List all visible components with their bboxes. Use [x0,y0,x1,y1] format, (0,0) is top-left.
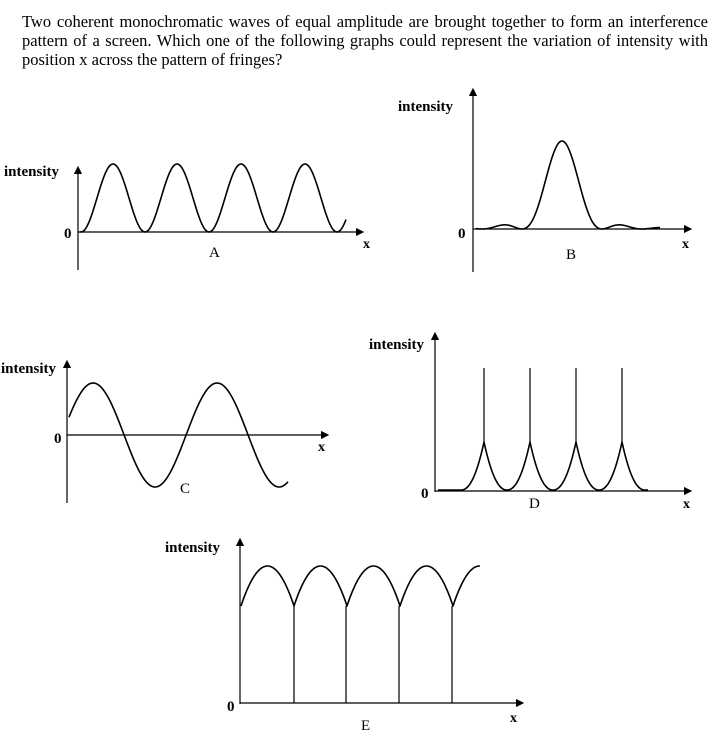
graph-e-ylabel: intensity [165,540,221,556]
graph-e-xlabel: x [510,711,517,726]
graph-b-ylabel: intensity [398,99,454,115]
graph-c-xlabel: x [318,440,325,455]
graph-d-zero: 0 [421,486,429,502]
graph-a-curve [80,164,346,232]
graph-e-curve [241,566,480,606]
graph-c [1,361,325,503]
graph-e-letter: E [361,718,371,734]
graph-c-ylabel: intensity [1,361,57,377]
graph-d [369,336,690,512]
graph-c-zero: 0 [54,431,62,447]
graph-d-spikes [484,368,622,442]
graph-b-zero: 0 [458,226,466,242]
graph-a-letter: A [209,245,220,261]
graph-d-curve [438,442,648,490]
graph-b-xlabel: x [682,237,689,252]
graph-b [398,92,689,272]
graph-b-letter: B [566,247,577,263]
graph-e-zero: 0 [227,699,235,715]
graph-d-letter: D [529,496,540,512]
question-text: Two coherent monochromatic waves of equal amplitude are brought together to form an interference pattern of a screen. Which one of the following graphs could represent the variation of intensity with position x across the pattern of fringes? [22,12,708,69]
graph-d-xlabel: x [683,497,690,512]
graph-b-curve [476,141,660,229]
graph-e [165,540,520,734]
graph-a-ylabel: intensity [4,164,60,180]
graph-a-xlabel: x [363,237,370,252]
graph-a-zero: 0 [64,226,72,242]
graph-e-drop-lines [294,606,452,703]
graph-d-ylabel: intensity [369,337,425,353]
graph-a [4,164,370,270]
graph-c-letter: C [180,481,191,497]
